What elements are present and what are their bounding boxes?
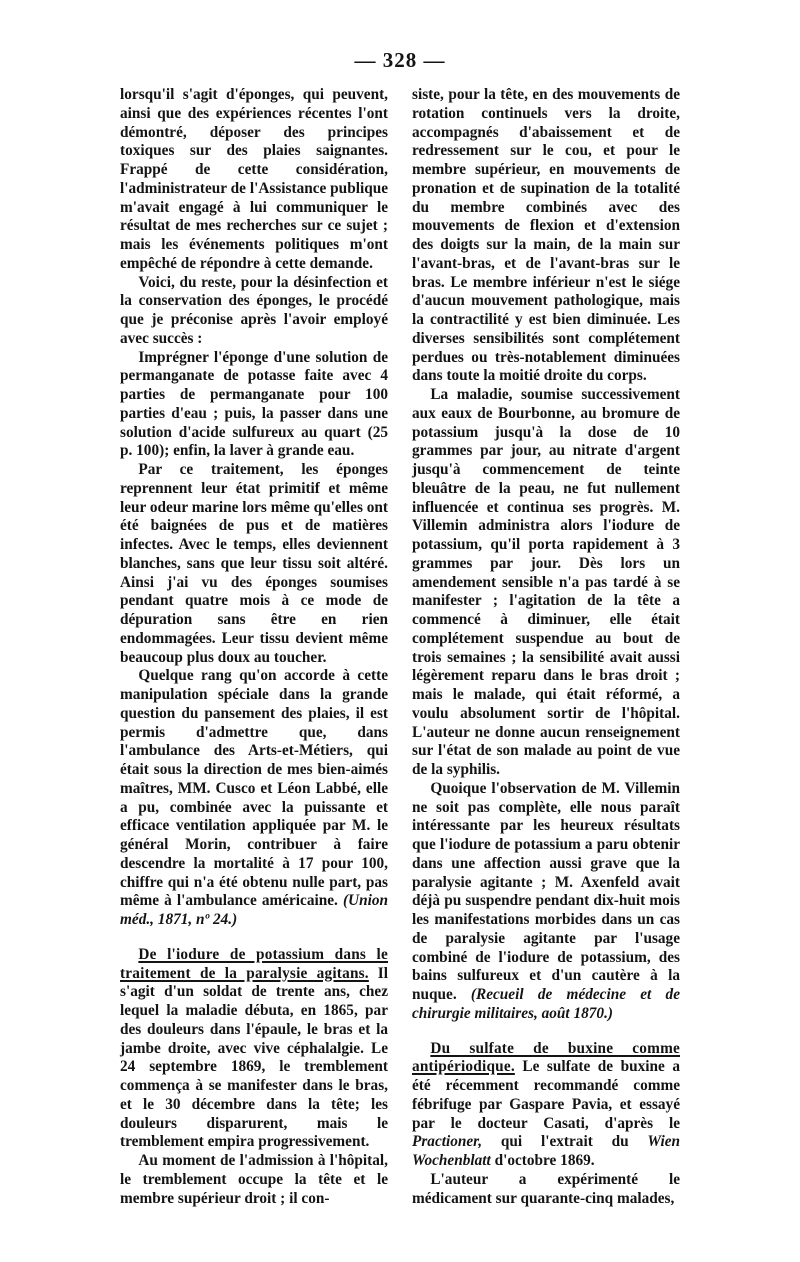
section-potassium-iodide: [120, 946, 388, 1152]
paragraph-movements: siste, pour la tête, en des mouvements de rotation continuels vers la droite, accompagnés d'abaissement et de redressement sur le cou, et pour le membre supérieur, en mouvements de pronation et de supination de la totalité du membre combinés avec des mouvements de flexion et d'extension des doigts sur la main, de la main sur l'avant-bras, et de l'avant-bras sur le bras. Le membre inférieur n'est le siége d'aucun mouvement pathologique, mais la contractilité y est bien diminuée. Les diverses sensibilités sont complétement perdues ou très-notablement diminuées dans toute la moitié droite du corps.: [412, 86, 680, 385]
section-heading: Du sulfate de buxine comme antipériodique.: [412, 1039, 680, 1076]
page-number: — 328 —: [354, 48, 446, 72]
source-citation: (Recueil de médecine et de chirurgie militaires, août 1870.): [412, 986, 680, 1022]
buxine-text-a: Le sulfate de buxine a été récemment recommandé comme fébrifuge par Gaspare Pavia, et essayé par le docteur Casati, d'après le: [412, 1058, 680, 1132]
source-citation: (Union méd., 1871, nº 24.): [120, 892, 388, 928]
paragraph-disinfection-intro: Voici, du reste, pour la désinfection et la conservation des éponges, le procédé que je préconise après l'avoir employé avec succès :: [120, 273, 388, 347]
left-column: [120, 86, 388, 1208]
paragraph-treatment-results: Par ce traitement, les éponges reprennent leur état primitif et même leur odeur marine lors même qu'elles ont été baignées de pus et de matières infectes. Avec le temps, elles deviennent blanches, sans que leur tissu soit altéré. Ainsi j'ai vu des éponges soumises pendant quatre mois à ce mode de dépuration sans être en rien endommagées. Leur tissu devient même beaucoup plus doux au toucher.: [120, 461, 388, 666]
paragraph-admission: Au moment de l'admission à l'hôpital, le tremblement occupe la tête et le membre supérieur droit ; il con-: [120, 1152, 388, 1207]
buxine-text-c: d'octobre 1869.: [494, 1152, 595, 1169]
paragraph-experiment: L'auteur a expérimenté le médicament sur quarante-cinq malades,: [412, 1170, 680, 1207]
section-heading: De l'iodure de potassium dans le traitement de la paralysie agitans.: [120, 945, 388, 982]
case-description: Il s'agit d'un soldat de trente ans, chez lequel la maladie débuta, en 1865, par des douleurs dans l'épaule, le bras et la jambe droite, avec vive céphalalgie. Le 24 septembre 1869, le tremblement commença à se manifester dans le bras, et le 30 décembre dans la tête; les douleurs disparurent, mais le tremblement empira progressivement.: [120, 964, 388, 1151]
observation-text: Quoique l'observation de M. Villemin ne soit pas complète, elle nous paraît intéressante par les heureux résultats que l'iodure de potassium a paru obtenir dans une affection aussi grave que la paralysie agitante ; M. Axenfeld avait déjà pu suspendre pendant dix-huit mois les manifestations morbides dans un cas de paralysie agitante par l'usage combiné de l'iodure de potassium, des bains sulfureux et d'un cautère à la nuque.: [412, 779, 680, 1003]
paragraph-treatment-course: La maladie, soumise successivement aux eaux de Bourbonne, au bromure de potassium jusqu'à la dose de 10 grammes par jour, au nitrate d'argent jusqu'à commencement de teinte bleuâtre de la peau, ne fut nullement influencée et continua ses progrès. M. Villemin administra alors l'iodure de potassium, qu'il porta rapidement à 3 grammes par jour. Dès lors un amendement sensible n'a pas tardé à se manifester ; l'agitation de la tête a commencé à diminuer, elle était complétement suspendue au bout de trois semaines ; la sensibilité avait aussi légèrement reparu dans le bras droit ; mais le malade, qui était réformé, a voulu absolument sortir de l'hôpital. L'auteur ne donne aucun renseignement sur l'état de son malade au point de vue de la syphilis.: [412, 386, 680, 778]
journal-name: Practioner,: [412, 1133, 483, 1151]
paragraph-ambulance-text: Quelque rang qu'on accorde à cette manipulation spéciale dans la grande question du pansement des plaies, il est permis d'admettre que, dans l'ambulance des Arts-et-Métiers, qui était sous la direction de mes bien-aimés maîtres, MM. Cusco et Léon Labbé, elle a pu, combinée avec la puissante et efficace ventilation appliquée par M. le général Morin, contribuer à faire descendre la mortalité à 17 pour 100, chiffre qui n'a été obtenu nulle part, pas même à l'ambulance américaine.: [120, 667, 388, 910]
journal-name: Wien Wochenblatt: [412, 1133, 680, 1169]
paragraph-observation: [412, 780, 680, 1024]
right-column: [412, 86, 680, 1208]
paragraph-sponges-toxicity: lorsqu'il s'agit d'éponges, qui peuvent, ainsi que des expériences récentes l'ont démontré, déposer des principes toxiques sur des plaies saignantes. Frappé de cette considération, l'administrateur de l'Assistance publique m'avait engagé à lui communiquer le résultat de mes recherches sur ce sujet ; mais les événements politiques m'ont empêché de répondre à cette demande.: [120, 86, 388, 272]
section-buxine-sulfate: [412, 1040, 680, 1171]
paragraph-ambulance-mortality: [120, 667, 388, 930]
paragraph-permanganate-method: Imprégner l'éponge d'une solution de permanganate de potasse faite avec 4 parties de permanganate pour 100 parties d'eau ; puis, la passer dans une solution d'acide sulfureux au quart (25 p. 100); enfin, la laver à grande eau.: [120, 348, 388, 460]
buxine-text-b: qui l'extrait du: [500, 1133, 629, 1151]
